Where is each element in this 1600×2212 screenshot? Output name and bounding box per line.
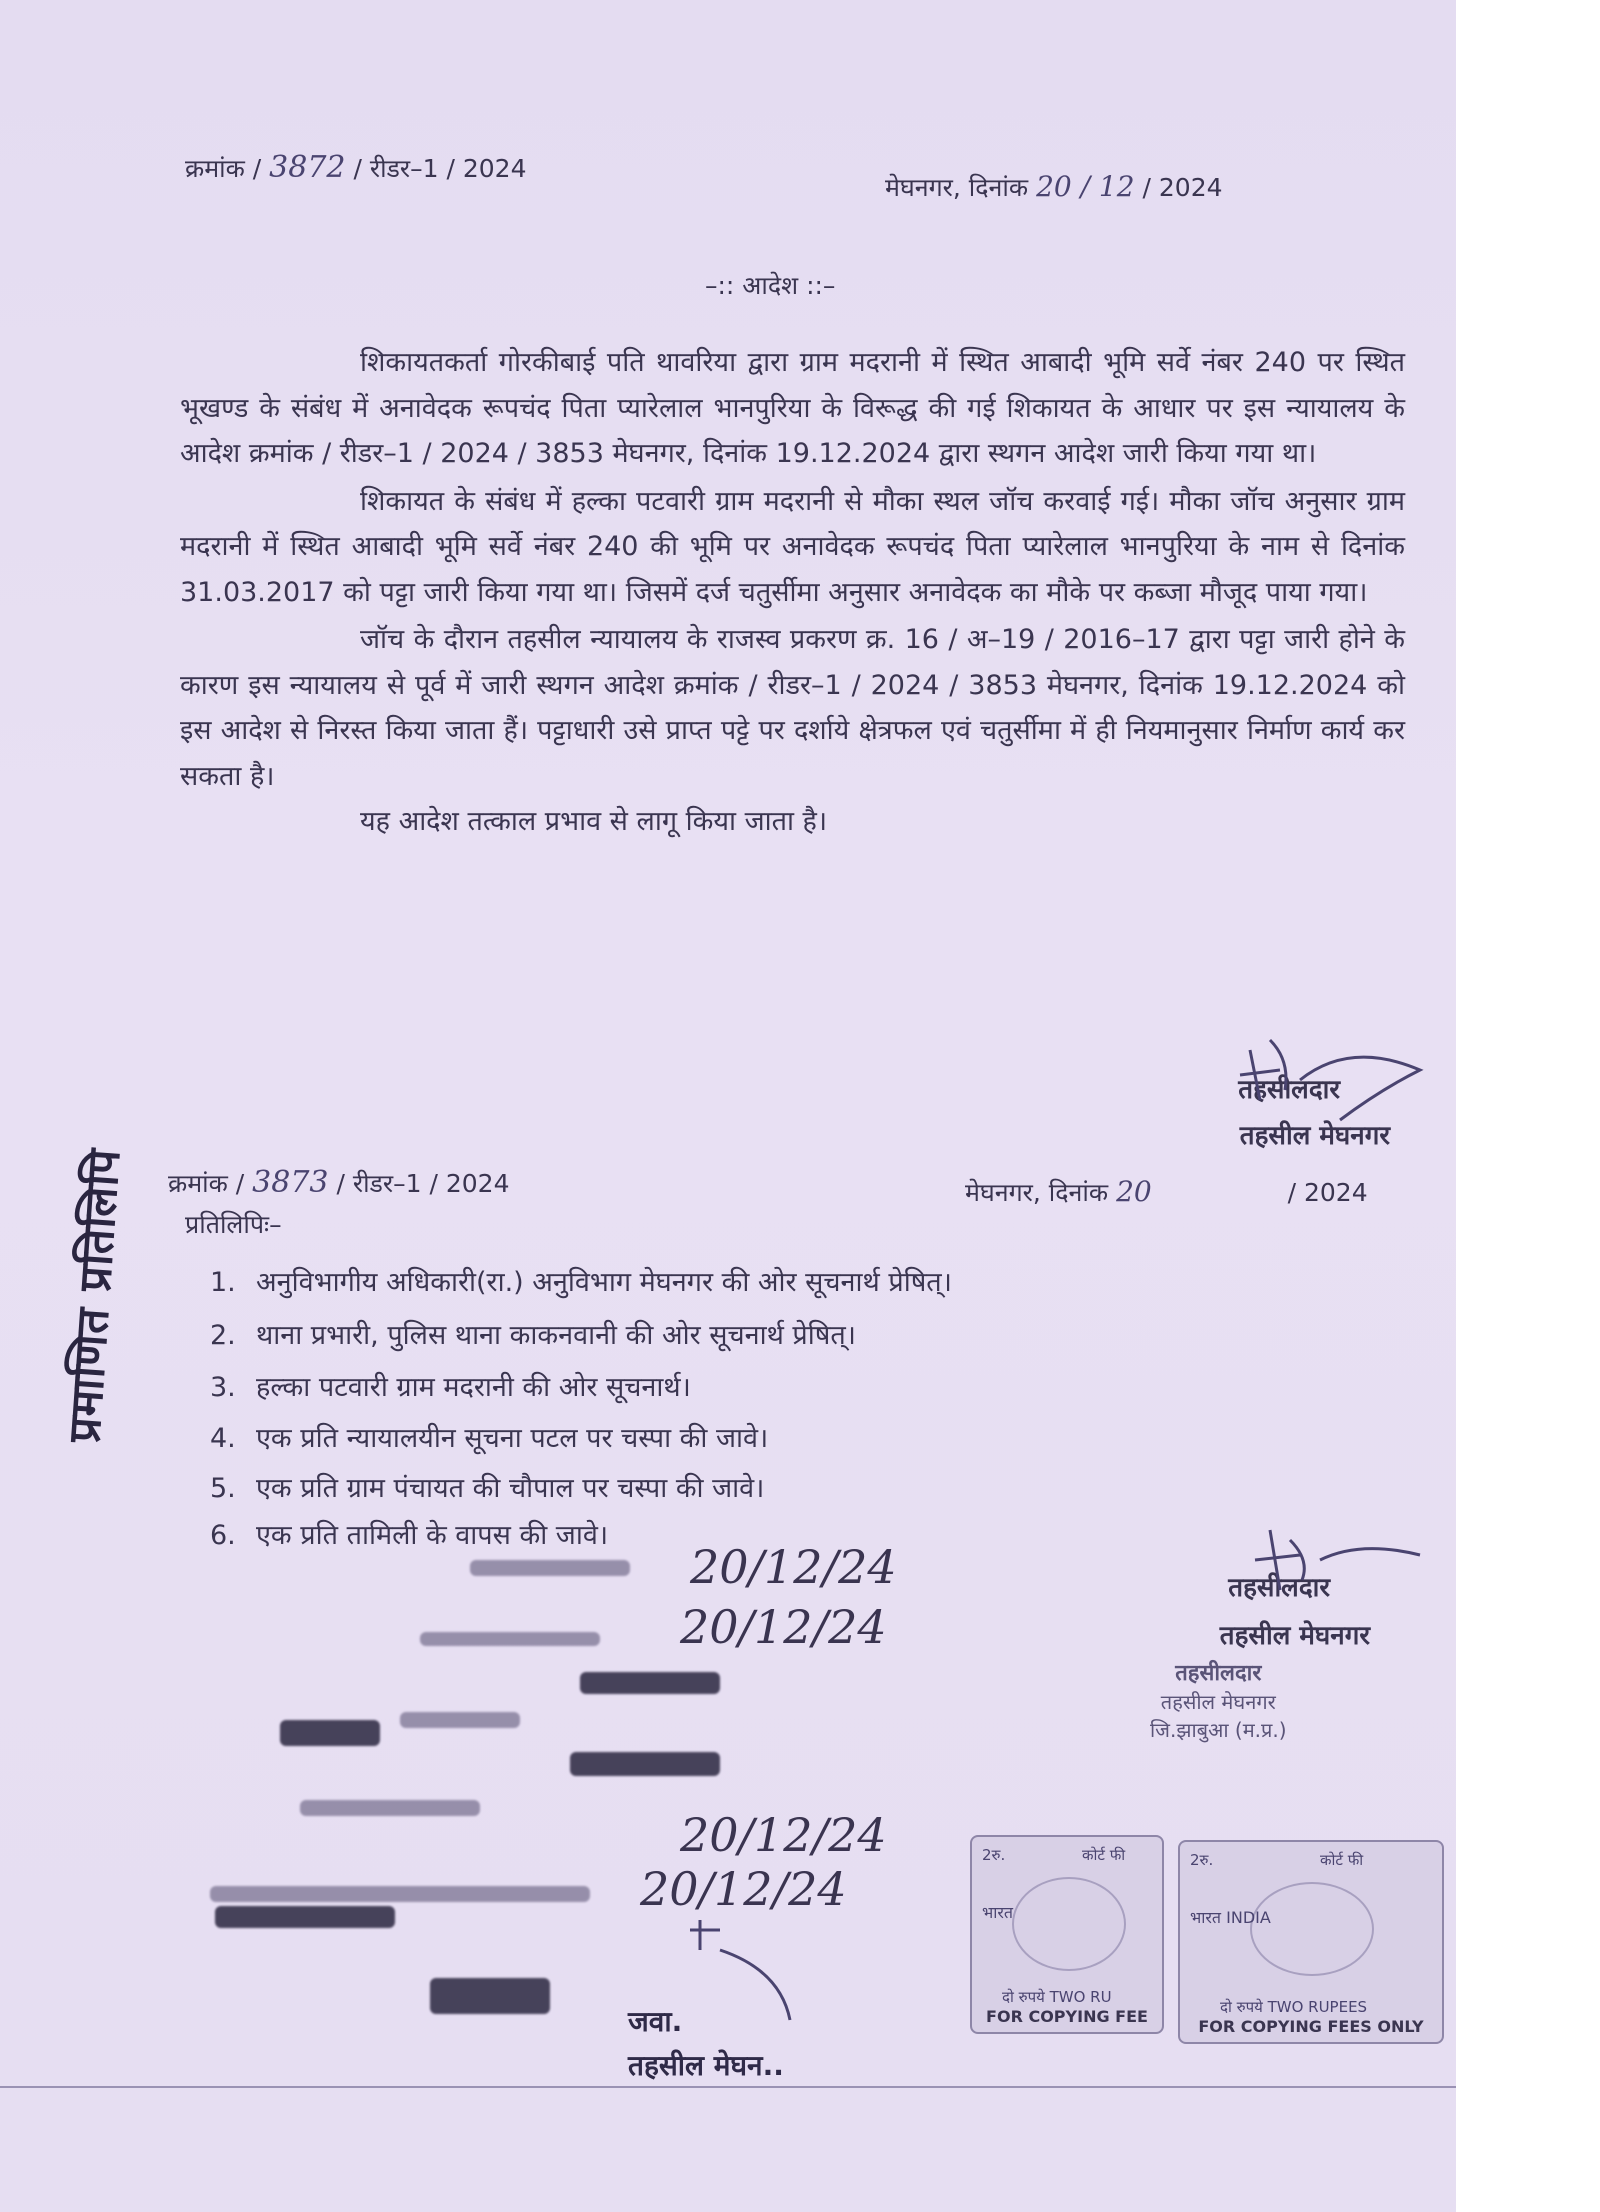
reference-number: 3872 [269,150,346,185]
fee-stamp-value: 2रु. [1190,1851,1214,1869]
order-title: –:: आदेश ::– [705,271,836,300]
faded-stamp-residue [215,1906,395,1928]
faded-stamp-residue [420,1632,600,1646]
copy-list-number: 3. [210,1372,236,1403]
faded-stamp-residue [570,1752,720,1776]
court-fee-stamp-2 [1178,1840,1444,2044]
copy-place-date-line [965,1175,1368,1209]
copy-place-date-prefix: मेघनगर, दिनांक [965,1178,1109,1207]
signature-scribble-2 [1240,1520,1440,1620]
copy-list-item-5 [210,1468,764,1505]
paragraph-4: यह आदेश तत्काल प्रभाव से लागू किया जाता है। [360,806,828,837]
copy-list-number: 2. [210,1320,236,1351]
emblem-icon [1250,1882,1374,1976]
copy-list-item-2 [210,1315,856,1352]
office-seal-line-1: तहसीलदार [1175,1661,1262,1686]
copy-reference-prefix: क्रमांक / [168,1169,245,1198]
signature-2-title: तहसीलदार [1228,1573,1330,1603]
copy-reference-suffix: / रीडर–1 / 2024 [336,1169,510,1198]
reference-prefix: क्रमांक / [185,154,262,183]
order-body [180,340,1405,845]
paragraph-1: शिकायतकर्ता गोरकीबाई पति थावरिया द्वारा ग्राम मदरानी में स्थित आबादी भूमि सर्वे नंबर 240 पर स्थित भूखण्ड के संबंध में अनावेदक रूपचंद पिता प्यारेलाल भानपुरिया के विरूद्ध की गई शिकायत के आधार पर इस न्यायालय के आदेश क्रमांक / रीडर–1 / 2024 / 3853 मेघनगर, दिनांक 19.12.2024 द्वारा स्थगन आदेश जारी किया गया था। [180,347,1405,469]
copy-list-text: एक प्रति ग्राम पंचायत की चौपाल पर चस्पा की जावे। [256,1473,765,1504]
copy-list-number: 4. [210,1423,236,1454]
signature-2-office: तहसील मेघनगर [1219,1621,1370,1651]
office-seal-line-3: जि.झाबुआ (म.प्र.) [1150,1718,1287,1742]
copy-list-text: अनुविभागीय अधिकारी(रा.) अनुविभाग मेघनगर की ओर सूचनार्थ प्रेषित्। [256,1267,952,1298]
court-fee-stamp-1 [970,1835,1164,2034]
fee-stamp-label: FOR COPYING FEE [986,2007,1148,2026]
faded-stamp-residue [400,1712,520,1728]
page-bottom-edge-line [0,2086,1456,2088]
copy-list-text: एक प्रति तामिली के वापस की जावे। [256,1520,609,1551]
fee-stamp-denomination: दो रुपये TWO RUPEES [1220,1998,1368,2016]
fee-stamp-top-text: कोर्ट फी [1320,1851,1364,1869]
copy-list-number: 5. [210,1473,236,1504]
handwritten-date-1: 20/12/24 [690,1540,897,1594]
date-year: / 2024 [1142,173,1223,202]
office-seal-line-2: तहसील मेघनगर [1160,1690,1276,1714]
fee-stamp-denomination: दो रुपये TWO RU [1002,1988,1112,2006]
copy-label: प्रतिलिपिः– [185,1210,282,1239]
fee-stamp-country: भारत INDIA [1190,1908,1271,1927]
copy-date-handwritten: 20 [1116,1175,1152,1208]
place-date-prefix: मेघनगर, दिनांक [885,173,1029,202]
faded-stamp-residue [300,1800,480,1816]
copy-list-number: 6. [210,1520,236,1551]
faded-stamp-residue [470,1560,630,1576]
signature-1-office: तहसील मेघनगर [1239,1121,1390,1151]
copy-list-item-3 [210,1367,691,1404]
fee-stamp-value: 2रु. [982,1846,1006,1864]
copy-list-item-6 [210,1515,608,1552]
fee-stamp-label: FOR COPYING FEES ONLY [1198,2017,1424,2036]
reference-suffix: / रीडर–1 / 2024 [353,154,527,183]
bottom-stamp-line-1: जवा. [628,2005,683,2038]
paragraph-2: शिकायत के संबंध में हल्का पटवारी ग्राम मदरानी से मौका स्थल जॉच करवाई गई। मौका जॉच अनुसार ग्राम मदरानी में स्थित आबादी भूमि सर्वे नंबर 240 की भूमि पर अनावेदक रूपचंद पिता प्यारेलाल भानपुरिया के नाम से दिनांक 31.03.2017 को पट्टा जारी किया गया था। जिसमें दर्ज चतुर्सीमा अनुसार अनावेदक का मौके पर कब्जा मौजूद पाया गया। [180,485,1405,608]
faded-stamp-residue [280,1720,380,1746]
copy-reference-line [168,1165,509,1200]
bottom-signature-scribble [680,1910,820,2040]
emblem-icon [1012,1877,1126,1971]
faded-stamp-residue [210,1886,590,1902]
signature-scribble-1 [1230,1020,1450,1140]
fee-stamp-country: भारत [982,1903,1014,1922]
faded-stamp-residue [580,1672,720,1694]
copy-list-text: हल्का पटवारी ग्राम मदरानी की ओर सूचनार्थ। [256,1372,691,1403]
copy-list-text: थाना प्रभारी, पुलिस थाना काकनवानी की ओर सूचनार्थ प्रेषित्। [256,1320,856,1351]
copy-list-item-4 [210,1418,768,1455]
handwritten-date-4: 20/12/24 [640,1862,847,1916]
certified-copy-stamp: प्रमाणित प्रतिलिपि [58,1146,131,1445]
signature-1-title: तहसीलदार [1238,1075,1340,1105]
date-handwritten: 20 / 12 [1036,170,1135,203]
copy-date-year: / 2024 [1287,1178,1368,1207]
handwritten-date-2: 20/12/24 [680,1600,887,1654]
fee-stamp-top-text: कोर्ट फी [1082,1846,1126,1864]
handwritten-date-3: 20/12/24 [680,1808,887,1862]
reference-line [185,150,526,185]
office-seal [1150,1660,1287,1744]
faded-stamp-residue [430,1978,550,2014]
copy-reference-number: 3873 [252,1165,329,1200]
copy-list-text: एक प्रति न्यायालयीन सूचना पटल पर चस्पा की जावे। [256,1423,769,1454]
copy-list-item-1 [210,1262,952,1299]
bottom-stamp-line-2: तहसील मेघन.. [628,2049,784,2082]
paragraph-3: जॉच के दौरान तहसील न्यायालय के राजस्व प्रकरण क्र. 16 / अ–19 / 2016–17 द्वारा पट्टा जारी होने के कारण इस न्यायालय से पूर्व में जारी स्थगन आदेश क्रमांक / रीडर–1 / 2024 / 3853 मेघनगर, दिनांक 19.12.2024 को इस आदेश से निरस्त किया जाता हैं। पट्टाधारी उसे प्राप्त पट्टे पर दर्शाये क्षेत्रफल एवं चतुर्सीमा में ही नियमानुसार निर्माण कार्य कर सकता है। [180,624,1405,792]
copy-list-number: 1. [210,1267,236,1298]
place-date-line [885,170,1223,204]
